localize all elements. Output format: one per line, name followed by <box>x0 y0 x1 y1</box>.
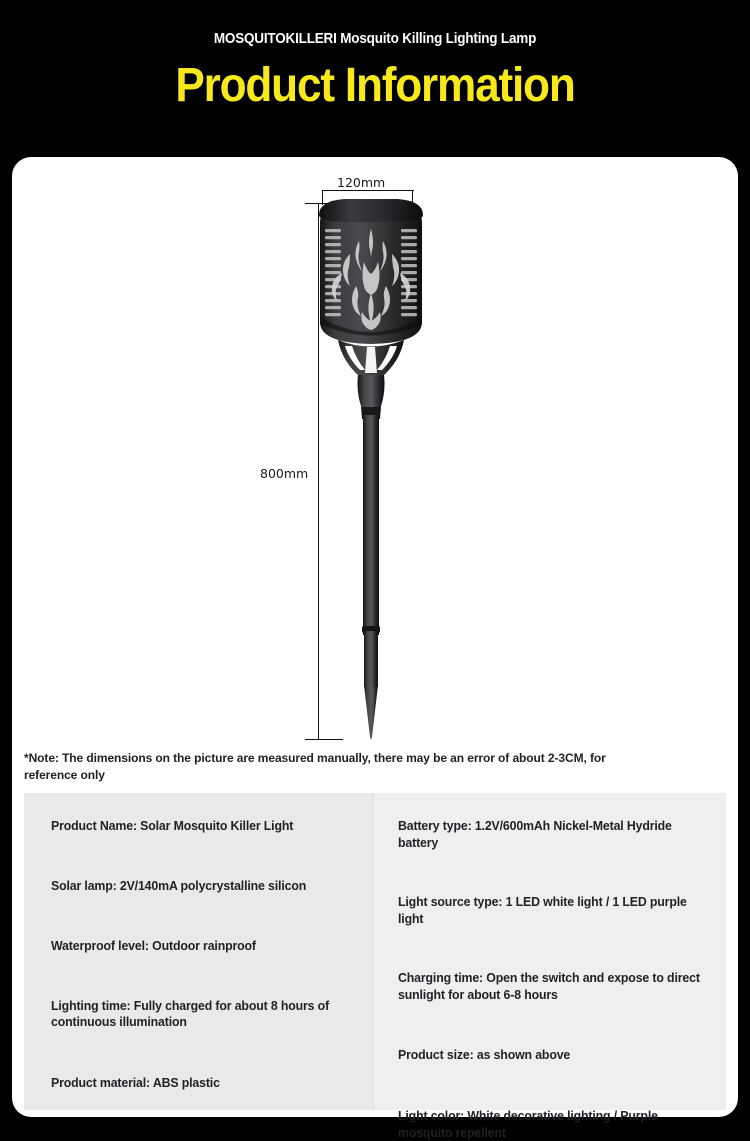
width-dimension-label: 120mm <box>337 175 386 190</box>
spec-item: Solar lamp: 2V/140mA polycrystalline silicon <box>51 878 307 893</box>
height-dimension-label: 800mm <box>260 466 309 481</box>
content-card <box>12 157 738 1140</box>
measurement-note: *Note: The dimensions on the picture are measured manually, there may be an error of about 2-3CM, for reference only <box>24 751 606 783</box>
spec-item: Product size: as shown above <box>398 1047 571 1062</box>
product-diagram <box>12 157 738 757</box>
spec-column-left <box>24 793 373 1110</box>
spec-item: Product Name: Solar Mosquito Killer Light <box>51 819 294 833</box>
spec-item: Product material: ABS plastic <box>51 1076 220 1091</box>
brand-subtitle: MOSQUITOKILLERI Mosquito Killing Lighting Lamp <box>213 31 537 47</box>
specification-panel <box>24 793 726 1140</box>
solar-lamp-illustration <box>12 157 738 757</box>
page-header <box>0 0 750 150</box>
spec-item: Light source type: 1 LED white light / 1 LED purple light <box>398 895 687 926</box>
spec-item: Light color: White decorative lighting / Purple mosquito repellent <box>398 1109 658 1140</box>
spec-item: Lighting time: Fully charged for about 8 hours of continuous illumination <box>51 998 330 1030</box>
spec-item: Waterproof level: Outdoor rainproof <box>51 939 256 954</box>
spec-item: Battery type: 1.2V/600mAh Nickel-Metal Hydride battery <box>398 819 672 850</box>
spec-column-right <box>373 793 726 1140</box>
page-title: Product Information <box>175 59 575 112</box>
spec-item: Charging time: Open the switch and expose to direct sunlight for about 6-8 hours <box>398 971 700 1003</box>
